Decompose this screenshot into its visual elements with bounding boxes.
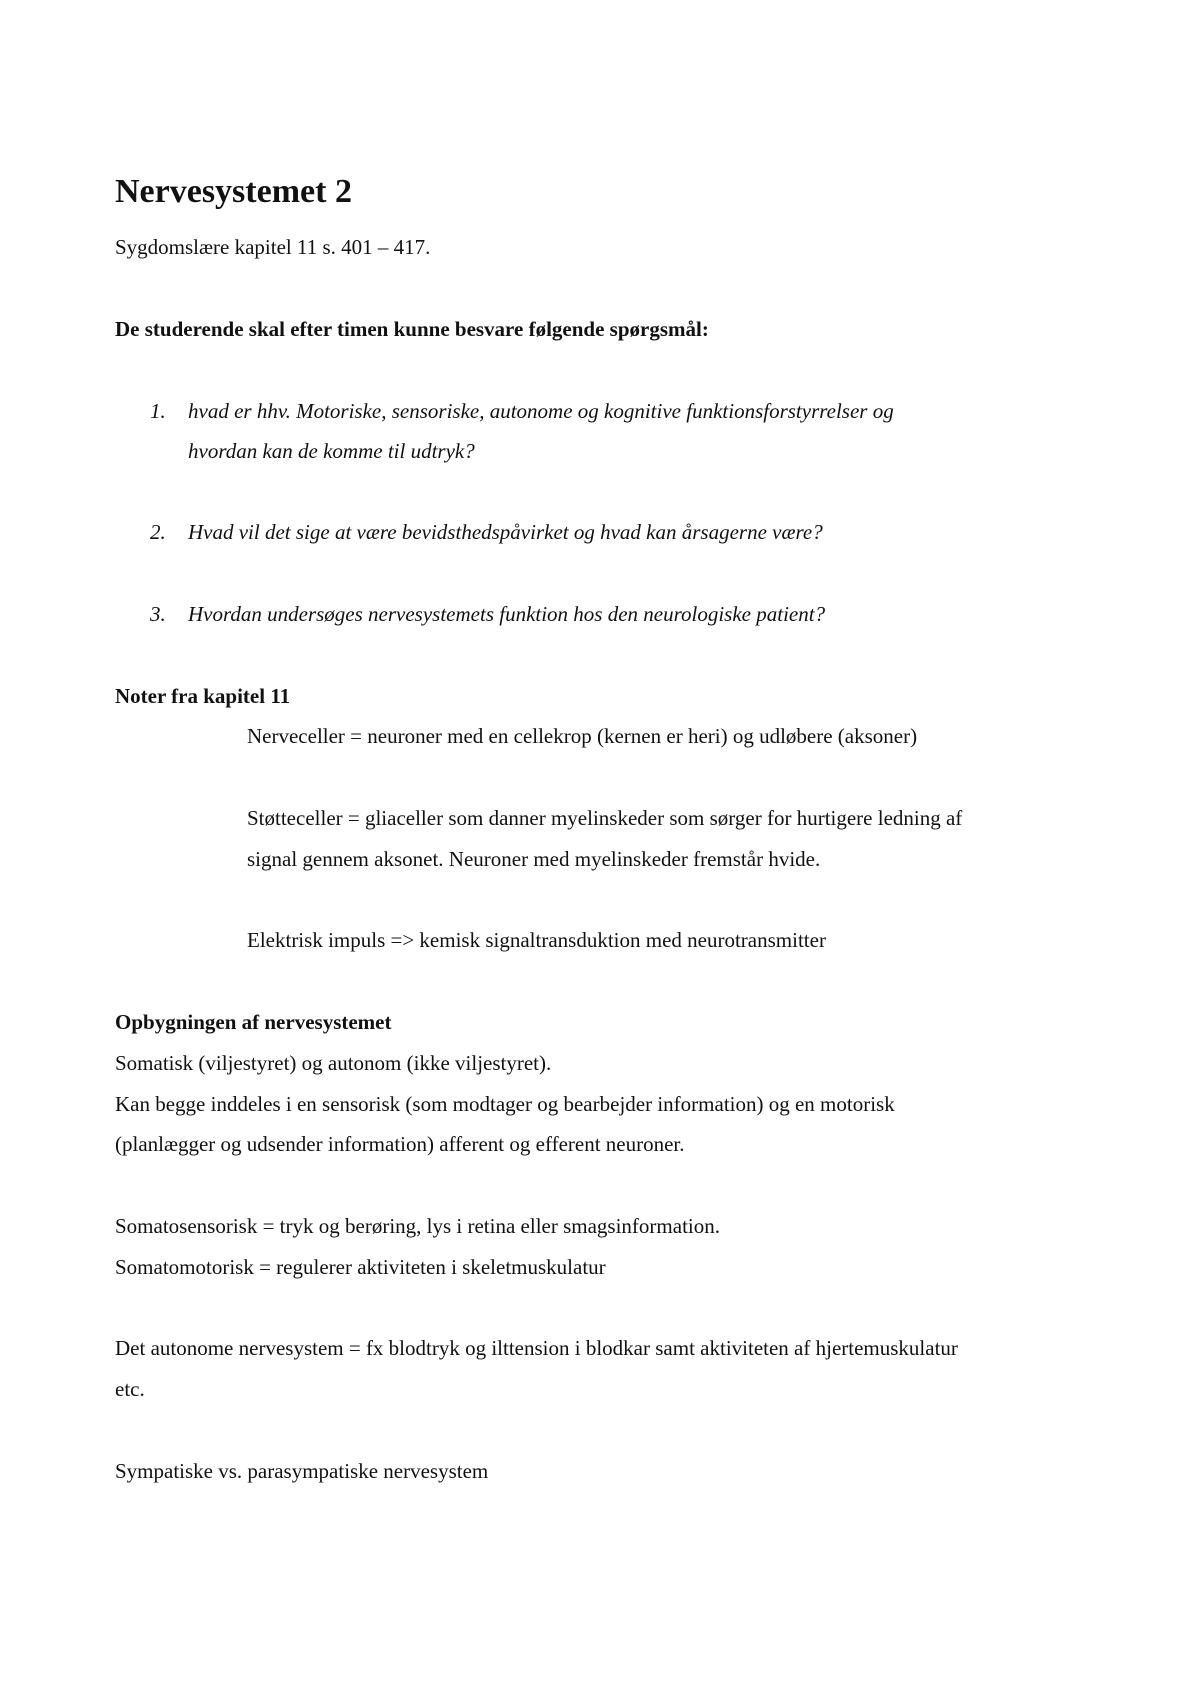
question-number: 2. [150, 520, 166, 544]
note-line: Elektrisk impuls => kemisk signaltransduktion med neurotransmitter [247, 928, 826, 952]
autonomic-line: Det autonome nervesystem = fx blodtryk og ilttension i blodkar samt aktiviteten af hjertemuskulatur [115, 1336, 958, 1360]
note-line: Støtteceller = gliaceller som danner myelinskeder som sørger for hurtigere ledning af [247, 806, 963, 830]
structure-heading: Opbygningen af nervesystemet [115, 1010, 392, 1034]
question-text: Hvad vil det sige at være bevidsthedspåvirket og hvad kan årsagerne være? [188, 520, 823, 544]
objectives-heading: De studerende skal efter timen kunne besvare følgende spørgsmål: [115, 317, 709, 341]
autonomic-line: etc. [115, 1377, 145, 1401]
structure-line: (planlægger og udsender information) afferent og efferent neuroner. [115, 1132, 685, 1156]
chapter-reference: Sygdomslære kapitel 11 s. 401 – 417. [115, 235, 431, 259]
notes-heading: Noter fra kapitel 11 [115, 684, 291, 708]
document-title: Nervesystemet 2 [115, 173, 352, 210]
final-line: Sympatiske vs. parasympatiske nervesystem [115, 1459, 489, 1483]
question-text: hvad er hhv. Motoriske, sensoriske, autonome og kognitive funktionsforstyrrelser og [188, 399, 894, 423]
structure-line: Somatisk (viljestyret) og autonom (ikke viljestyret). [115, 1051, 552, 1075]
question-text: Hvordan undersøges nervesystemets funktion hos den neurologiske patient? [188, 602, 826, 626]
somato-line: Somatomotorisk = regulerer aktiviteten i skeletmuskulatur [115, 1255, 606, 1279]
question-text: hvordan kan de komme til udtryk? [188, 439, 475, 463]
note-line: Nerveceller = neuroner med en cellekrop (kernen er heri) og udløbere (aksoner) [247, 724, 918, 748]
question-number: 1. [150, 399, 166, 423]
note-line: signal gennem aksonet. Neuroner med myelinskeder fremstår hvide. [247, 847, 821, 871]
somato-line: Somatosensorisk = tryk og berøring, lys i retina eller smagsinformation. [115, 1214, 720, 1238]
question-number: 3. [150, 602, 166, 626]
structure-line: Kan begge inddeles i en sensorisk (som modtager og bearbejder information) og en motorisk [115, 1092, 895, 1116]
